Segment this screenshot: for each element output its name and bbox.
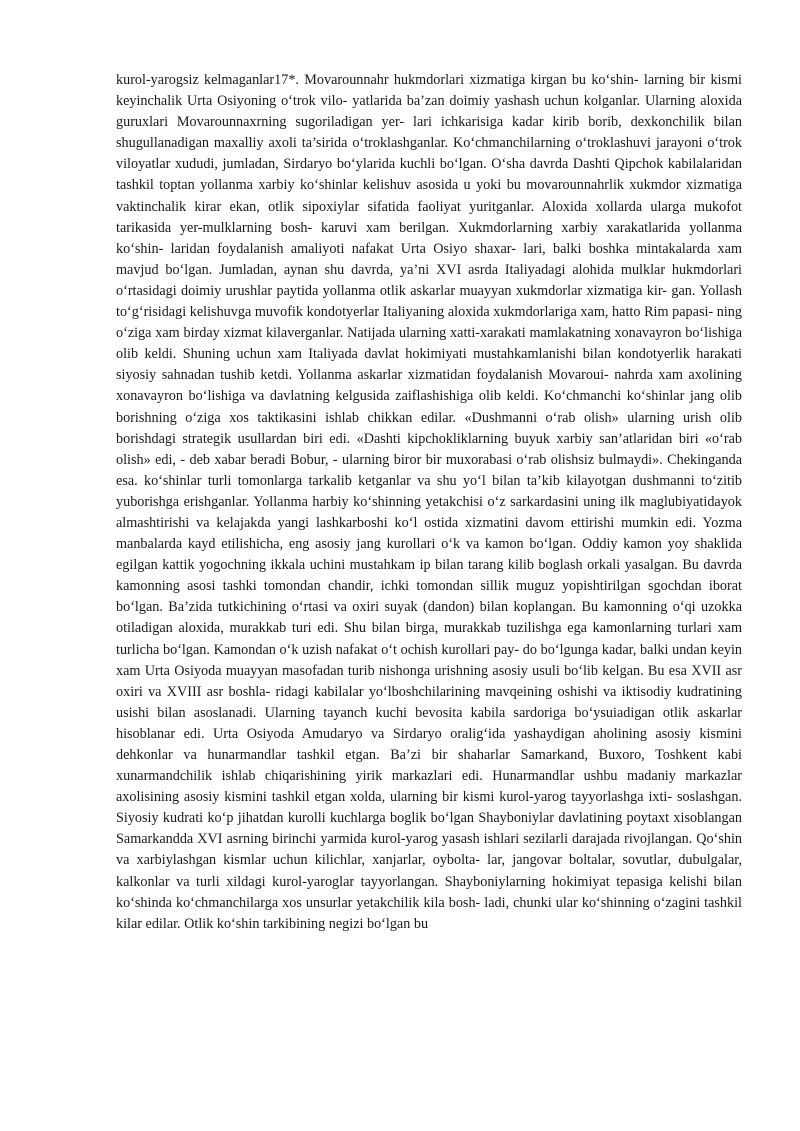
body-paragraph: kurol-yarogsiz kelmaganlar17*. Movarounnahr hukmdorlari xizmatiga kirgan bu ko‘shin- larning bir kismi keyinchalik Urta Osiyoning o‘trok vilo- yatlarida ba’zan doimiy yashash uchun kolganlar. Ularning aloxida guruxlari Movarounnaxrning sugoriladigan yer- lari ichkarisiga kadar kirib borib, dexkonchilik bilan shugullanadigan maxalliy axoli ta’sirida o‘troklashganlar. Ko‘chmanchilarning o‘troklashuvi jarayoni o‘trok viloyatlar xududi, jumladan, Sirdaryo bo‘ylarida kuchli bo‘lgan. O‘sha davrda Dashti Qipchok kabilalaridan tashkil toptan yollanma xarbiy ko‘shinlar kelishuv asosida u yoki bu movarounnahrlik xukmdor xizmatiga vaktinchalik kirar ekan, otlik sipoxiylar sifatida faoliyat yuritganlar. Aloxida xollarda ularga mukofot tarikasida yer-mulklarning bosh- karuvi xam berilgan. Xukmdorlarning xarbiy xarakatlarida yollanma ko‘shin- laridan foydalanish amaliyoti nafakat Urta Osiyo shaxar- lari, balki boshka mintakalarda xam mavjud bo‘lgan. Jumladan, aynan shu davrda, ya’ni XVI asrda Italiyadagi alohida mulklar hukmdorlari o‘rtasidagi doimiy urushlar paytida yollanma otlik askarlar muayyan xukmdorlar xizmatiga kir- gan. Yollash to‘g‘risidagi kelishuvga muvofik kondotyerlar Italiyaning aloxida xukmdorlariga xam, hatto Rim papasi- ning o‘ziga xam birday xizmat kilaverganlar. Natijada ularning xatti-xarakati mamlakatning xonavayron bo‘lishiga olib keldi. Shuning uchun xam Italiyada davlat hokimiyati mustahkamlanishi bilan kondotyerlik harakati siyosiy sahnadan tushib ketdi. Yollanma askarlar xizmatidan foydalanish Movaroui- nahrda xam axolining xonavayron bo‘lishiga va davlatning kelgusida zaiflashishiga olib keldi. Ko‘chmanchi ko‘shinlar jang olib borishning o‘ziga xos taktikasini ishlab chikkan edilar. «Dushmanni o‘rab olish» ularning urish olib borishdagi strategik usullardan biri edi. «Dashti kipchokliklarning buyuk xarbiy san’atlaridan biri «o‘rab olish» edi, - deb xabar beradi Bobur, - ularning biror bir muxorabasi o‘rab olishsiz bulmaydi». Chekinganda esa. ko‘shinlar turli tomonlarga tarkalib ketganlar va shu yo‘l bilan ta’kib kilayotgan dushmanni to‘zitib yuborishga erishganlar. Yollanma harbiy ko‘shinning yetakchisi o‘z sarkardasini uning ilk maglubiyatidayok almashtirishi va kelajakda yangi lashkarboshi ko‘l ostida xizmatini davom ettirishi mumkin edi. Yozma manbalarda kayd etilishicha, eng asosiy jang kurollari o‘k va kamon bo‘lgan. Oddiy kamon yoy shaklida egilgan kattik yogochning ikkala uchini mustahkam ip bilan tarang kilib boglash orkali yasalgan. Bu davrda kamonning asosi tashki tomondan chandir, ichki tomondan sillik muguz yopishtirilgan sgochdan iborat bo‘lgan. Ba’zida tutkichining o‘rtasi va oxiri suyak (dandon) bilan koplangan. Bu kamonning o‘qi uzokka otiladigan aloxida, murakkab turi edi. Shu bilan birga, murakkab tuzilishga ega kamonlarning turlari xam turlicha bo‘lgan. Kamondan o‘k uzish nafakat o‘t ochish kurollari pay- do bo‘lgunga kadar, balki undan keyin xam Urta Osiyoda muayyan masofadan turib nishonga urishning asosiy usuli bo‘lib kelgan. Bu esa XVII asr oxiri va XVIII asr boshla- ridagi kabilalar yo‘lboshchilarining mavqeining oshishi va iktisodiy kudratining usishi bilan asoslanadi. Ularning tayanch kuchi bevosita kabila sardoriga bo‘ysuiadigan otlik askarlar hisoblanar edi. Urta Osiyoda Amudaryo va Sirdaryo oralig‘ida yashaydigan aholining asosiy kismini dehkonlar va hunarmandlar tashkil etgan. Ba’zi bir shaharlar Samarkand, Buxoro, Toshkent kabi xunarmandchilik ishlab chiqarishining yirik markazlari edi. Hunarmandlar ushbu madaniy markazlar axolisining asosiy kismini tashkil etgan xolda, ularning bir kismi kurol-yarog tayyorlashga ixti- soslashgan. Siyosiy kudrati ko‘p jihatdan kurolli kuchlarga boglik bo‘lgan Shayboniylar davlatining poytaxt xisoblangan Samarkandda XVI asrning birinchi yarmida kurol-yarog yasash ishlari sezilarli darajada rivojlangan. Qo‘shin va xarbiylashgan kismlar uchun kilichlar, xanjarlar, oybolta- lar, jangovar boltalar, sovutlar, dubulgalar, kalkonlar va turli xildagi kurol-yaroglar tayyorlangan. Shayboniylarning hokimiyat tepasiga kelishi bilan ko‘shinda ko‘chmanchilarga xos unsurlar yetakchilik kila bosh- ladi, chunki ular ko‘shinning o‘zagini tashkil kilar edilar. Otlik ko‘shin tarkibining negizi bo‘lgan bu <box>116 72 742 932</box>
document-page <box>116 70 742 935</box>
